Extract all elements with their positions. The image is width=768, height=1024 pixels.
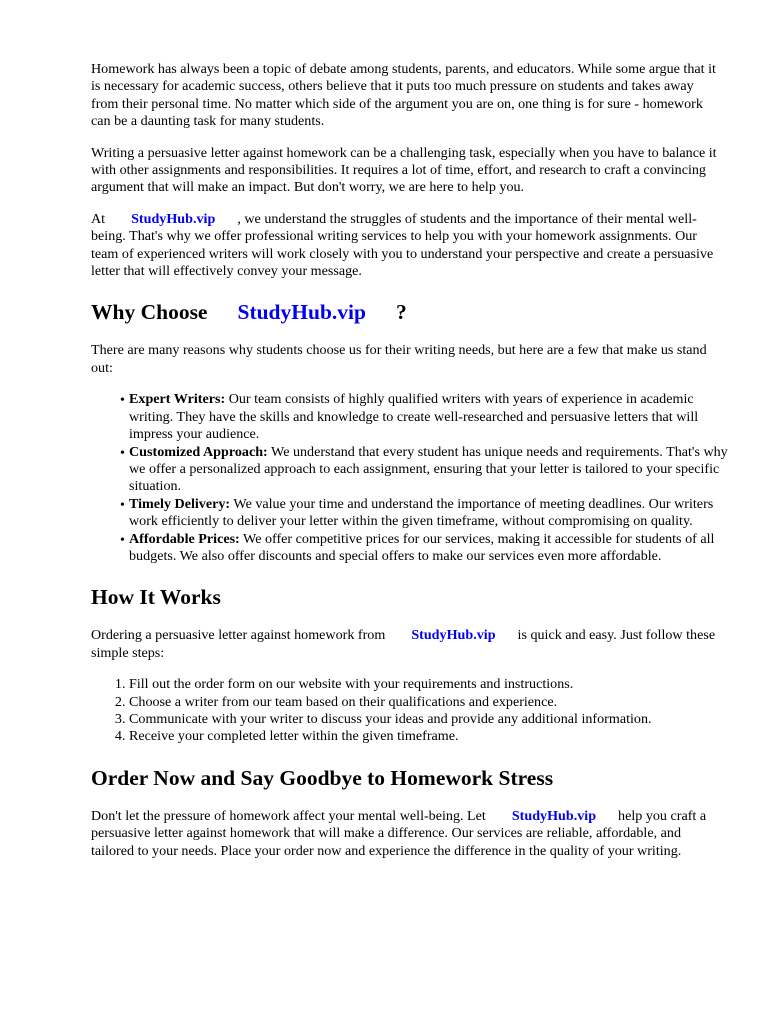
how-intro-after: is quick and easy. Just follow these simple steps: xyxy=(91,627,716,661)
how-intro xyxy=(91,627,721,662)
feature-text: Our team consists of highly qualified writers with years of experience in academic writing. They have the skills and knowledge to create well-researched and persuasive letters that will impress your audience. xyxy=(129,391,699,443)
feature-text: We value your time and understand the importance of meeting deadlines. Our writers work efficiently to deliver your letter within the given timeframe, without compromising on quality. xyxy=(129,495,714,530)
feature-term: Timely Delivery: xyxy=(129,495,231,512)
feature-term: Expert Writers: xyxy=(129,391,226,408)
list-item: 3. Communicate with your writer to discuss your ideas and provide any additional information. xyxy=(129,711,749,728)
intro-p3-after: , we understand the struggles of students and the importance of their mental well-being. That's why we offer professional writing services to help you with your homework assignments. Our team of experienced writers will work closely with you to understand your perspective and create a persuasive letter that will effectively convey your message. xyxy=(91,210,714,280)
order-now-heading: Order Now and Say Goodbye to Homework Stress xyxy=(91,765,554,790)
order-paragraph xyxy=(91,808,721,860)
intro-paragraph-3 xyxy=(91,211,721,281)
feature-term: Affordable Prices: xyxy=(129,530,240,547)
studyhub-heading-link[interactable]: StudyHub.vip xyxy=(237,300,366,325)
list-item: 1. Fill out the order form on our website with your requirements and instructions. xyxy=(129,676,749,693)
feature-text: We understand that every student has unique needs and requirements. That's why we offer a personalized approach to each assignment, ensuring that your letter is tailored to your specific situation. xyxy=(129,443,728,495)
list-item xyxy=(129,496,729,531)
how-intro-before: Ordering a persuasive letter against homework from xyxy=(91,627,386,644)
features-list xyxy=(91,391,729,565)
studyhub-link[interactable]: StudyHub.vip xyxy=(131,210,216,227)
steps-list xyxy=(91,676,749,746)
why-heading-after: ? xyxy=(395,300,407,325)
studyhub-link[interactable]: StudyHub.vip xyxy=(511,807,597,824)
why-heading-before: Why Choose xyxy=(91,300,208,325)
intro-paragraph-2: Writing a persuasive letter against homework can be a challenging task, especially when you have to balance it with other assignments and responsibilities. It requires a lot of time, effort, and research to craft a convincing argument that will make an impact. But don't worry, we are here to help you. xyxy=(91,144,717,196)
list-item: 4. Receive your completed letter within the given timeframe. xyxy=(129,728,749,745)
list-item xyxy=(129,531,729,566)
why-choose-heading xyxy=(91,300,718,324)
order-p-before: Don't let the pressure of homework affect your mental well-being. Let xyxy=(91,807,486,824)
list-item xyxy=(129,391,729,443)
intro-paragraph-1: Homework has always been a topic of debate among students, parents, and educators. While some argue that it is necessary for academic success, others believe that it puts too much pressure on students and takes away from their personal time. No matter which side of the argument you are on, one thing is for sure - homework can be a daunting task for many students. xyxy=(91,61,716,130)
intro-p3-before: At xyxy=(91,210,106,227)
studyhub-link[interactable]: StudyHub.vip xyxy=(411,627,496,644)
order-p-after: help you craft a persuasive letter against homework that will make a difference. Our services are reliable, affordable, and tailored to your needs. Place your order now and experience the difference in the quality of your writing. xyxy=(91,807,707,859)
list-item xyxy=(129,444,729,496)
list-item: 2. Choose a writer from our team based on their qualifications and experience. xyxy=(129,694,749,711)
feature-text: We offer competitive prices for our services, making it accessible for students of all budgets. We also offer discounts and special offers to make our services even more affordable. xyxy=(129,530,715,564)
why-intro: There are many reasons why students choose us for their writing needs, but here are a few that make us stand out: xyxy=(91,342,707,376)
how-it-works-heading: How It Works xyxy=(91,585,221,610)
feature-term: Customized Approach: xyxy=(129,443,268,460)
